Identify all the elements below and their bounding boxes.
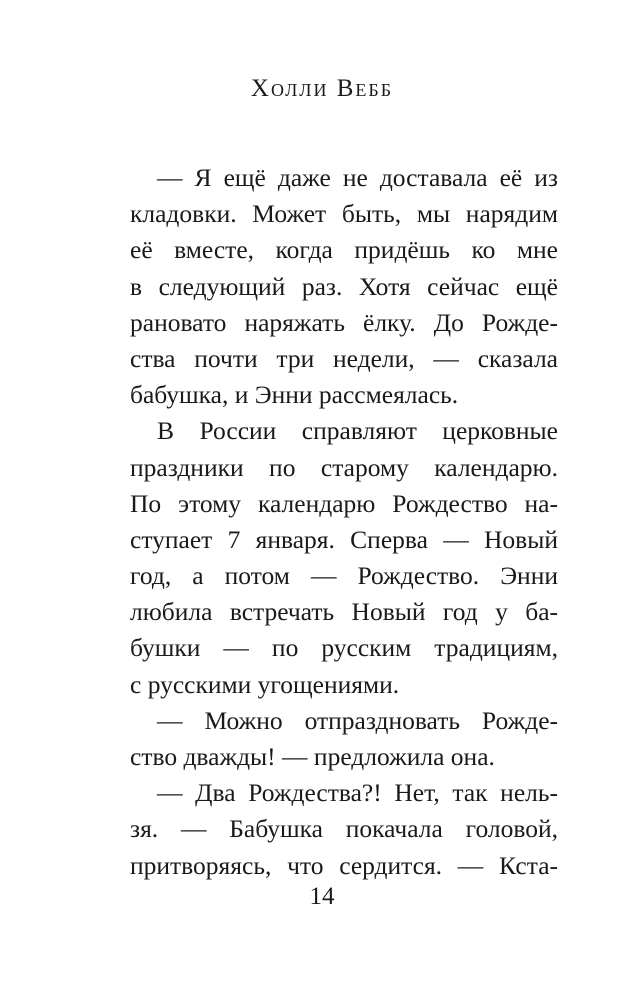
text-line: ступает 7 января. Сперва — Новый — [130, 524, 558, 554]
text-line: бушки — по русским традициям, — [130, 633, 558, 663]
text-line: праздники по старому календарю. — [130, 452, 558, 482]
running-head-title: Холли Вебб — [250, 75, 394, 102]
text-line: рановато наряжать ёлку. До Рожде- — [130, 307, 558, 337]
text-line: год, а потом — Рождество. Энни — [130, 561, 558, 591]
text-line: В России справляют церковные — [157, 416, 558, 446]
text-line: кладовки. Может быть, мы нарядим — [130, 199, 558, 229]
text-line: ство дважды! — предложила она. — [130, 742, 495, 771]
text-line: любила встречать Новый год у ба- — [130, 597, 558, 627]
text-line: — Два Рождества?! Нет, так нель- — [157, 778, 558, 808]
text-line: — Можно отпраздновать Рожде- — [157, 705, 558, 735]
text-line: притворяясь, что сердится. — Кста- — [130, 850, 558, 880]
text-line: ства почти три недели, — сказала — [130, 343, 558, 373]
text-line: в следующий раз. Хотя сейчас ещё — [130, 271, 558, 301]
body-text — [130, 160, 558, 884]
text-line: с русскими угощениями. — [130, 669, 400, 699]
text-line: — Я ещё даже не доставала её из — [157, 163, 558, 192]
text-line: По этому календарю Рождество на- — [130, 488, 558, 518]
text-line: её вместе, когда придёшь ко мне — [130, 235, 558, 265]
page-number: 14 — [309, 883, 335, 910]
text-line: бабушка, и Энни рассмеялась. — [130, 380, 459, 410]
text-line: зя. — Бабушка покачала головой, — [130, 814, 558, 844]
